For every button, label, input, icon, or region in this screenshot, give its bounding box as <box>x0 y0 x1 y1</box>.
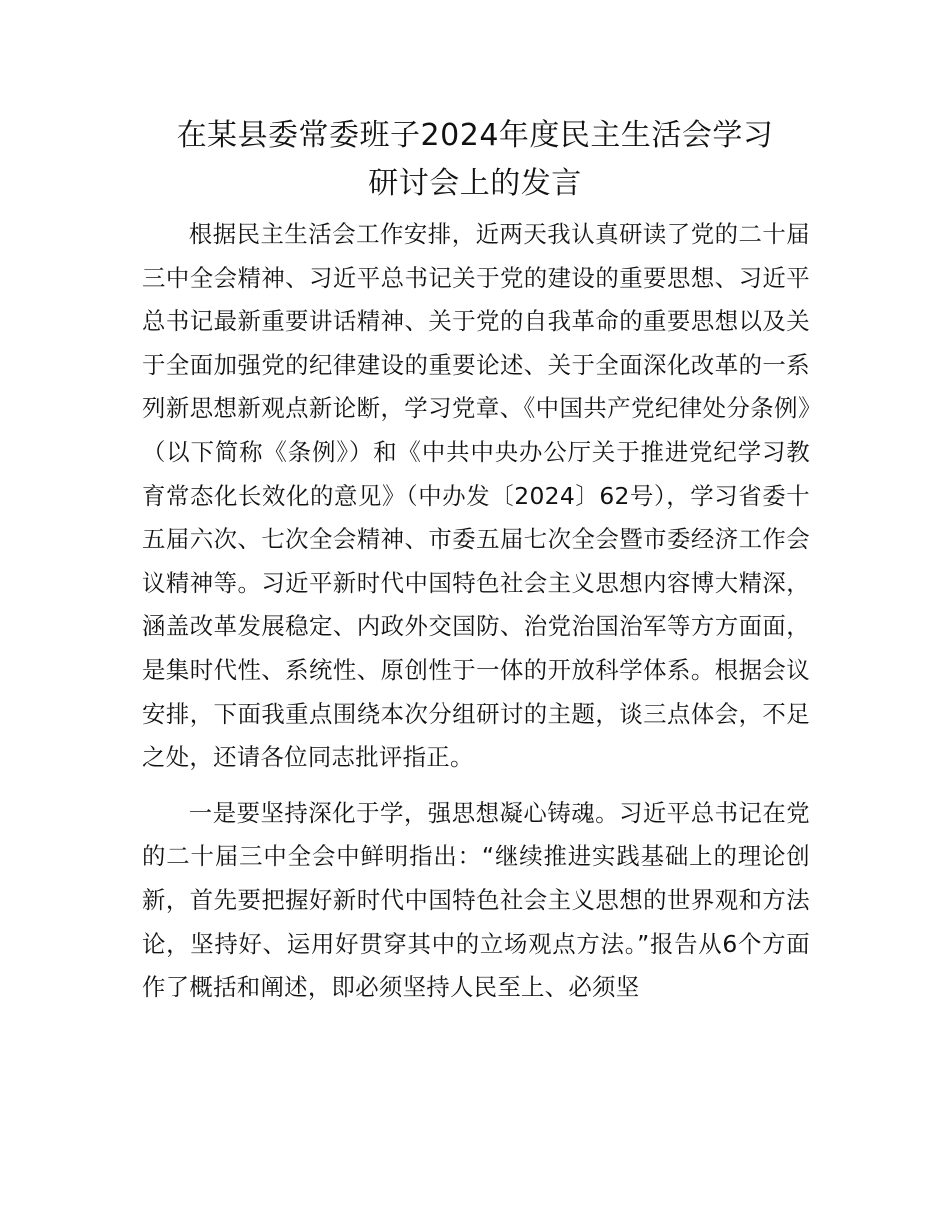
title-line-2: 研讨会上的发言 <box>368 166 582 201</box>
document-title <box>120 112 830 208</box>
document-body <box>142 213 810 1010</box>
title-line-1: 在某县委常委班子2024年度民主生活会学习 <box>176 118 774 153</box>
paragraph-intro: 根据民主生活会工作安排，近两天我认真研读了党的二十届三中全会精神、习近平总书记关于党的建设的重要思想、习近平总书记最新重要讲话精神、关于党的自我革命的重要思想以及关于全面加强党的纪律建设的重要论述、关于全面深化改革的一系列新思想新观点新论断，学习党章、《中国共产党纪律处分条例》（以下简称《条例》）和《中共中央办公厅关于推进党纪学习教育常态化长效化的意见》（中办发〔2024〕62号），学习省委十五届六次、七次全会精神、市委五届七次全会暨市委经济工作会议精神等。习近平新时代中国特色社会主义思想内容博大精深，涵盖改革发展稳定、内政外交国防、治党治国治军等方方面面，是集时代性、系统性、原创性于一体的开放科学体系。根据会议安排，下面我重点围绕本次分组研讨的主题，谈三点体会，不足之处，还请各位同志批评指正。 <box>142 220 810 772</box>
paragraph-point-one: 一是要坚持深化于学，强思想凝心铸魂。习近平总书记在党的二十届三中全会中鲜明指出：“继续推进实践基础上的理论创新，首先要把握好新时代中国特色社会主义思想的世界观和方法论，坚持好、运用好贯穿其中的立场观点方法。”报告从6个方面作了概括和阐述，即必须坚持人民至上、必须坚 <box>142 798 810 1002</box>
